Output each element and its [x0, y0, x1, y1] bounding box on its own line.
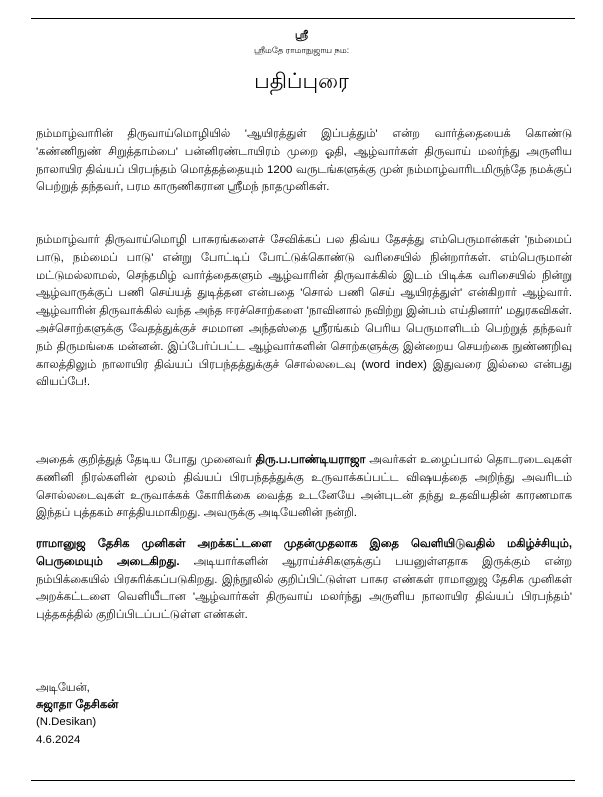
top-rule [31, 18, 575, 19]
header-sri: ஸ்ரீ [294, 30, 308, 41]
paragraph-4 [36, 536, 572, 625]
paragraph-1-text: நம்மாழ்வாரின் திருவாய்மொழியில் 'ஆயிரத்துள் இப்பத்தும்' என்ற வார்த்தையைக் கொண்டு 'கண்ணிநுண் சிறுத்தாம்பை' பன்னிரண்டாயிரம் முறை ஓதி, ஆழ்வார்கள் திருவாய் மலர்ந்து அருளிய நாலாயிர திவ்யப் பிரபந்தம் மொத்தத்தையும் 1200 வருடங்களுக்கு முன் நம்மாழ்வாரிடமிருந்தே நமக்குப் பெற்றுத் தந்தவர், பரம காருணிகரான ஸ்ரீமந் நாதமுனிகள். [36, 128, 572, 194]
paragraph-3-lead: அதைக் குறித்துத் தேடிய போது முனைவர் [36, 454, 256, 466]
paragraph-3-text [36, 452, 572, 523]
paragraph-1 [36, 126, 572, 197]
paragraph-3-rest: அவர்கள் உழைப்பால் தொடரடைவுகள் கணினி நிரல்களின் மூலம் திவ்யப் பிரபந்தத்துக்கு உருவாக்கப்பட்ட விஷயத்தை அறிந்து அவரிடம் சொல்லடைவுகள் உருவாக்கக் கோரிக்கை வைத்த உடனேயே அன்புடன் தந்து உதவியதின் காரணமாக இந்தப் புத்தகம் சாத்தியமாகிறது. அவருக்கு அடியேனின் நன்றி. [36, 454, 572, 520]
paragraph-2 [36, 232, 572, 392]
header-invocation: ஸ்ரீமதே ராமாநுஜாய நம: [253, 45, 350, 55]
signature-block [36, 680, 118, 749]
signature-date: 4.6.2024 [36, 733, 81, 746]
paragraph-2-text: நம்மாழ்வார் திருவாய்மொழி பாசுரங்களைச் சேவிக்கப் பல திவ்ய தேசத்து எம்பெருமான்கள் 'நம்மைப் பாடு, நம்மைப் பாடு' என்று போட்டிப் போட்டுக்கொண்டு வரிசையில் நின்றார்கள். எம்பெருமான் மட்டுமல்லாமல், செந்தமிழ் வார்த்தைகளும் ஆழ்வாரின் திருவாக்கில் இடம் பிடிக்க வரிசையில் நின்று ஆழ்வாருக்குப் பணி செய்யத் துடித்தன என்பதை 'சொல் பணி செய் ஆயிரத்துள்' என்கிறார் ஆழ்வார். ஆழ்வாரின் திருவாக்கில் வந்த அந்த ஈரச்சொற்களை 'நாவினால் நவிற்று இன்பம் எய்தினார்' மதுரகவிகள். அச்சொற்களுக்கு வேதத்துக்குச் சமமான அந்தஸ்தை ஸ்ரீரங்கம் பெரிய பெருமாளிடம் பெற்றுத் தந்தவர் நம் திருமங்கை மன்னன். இப்பேர்ப்பட்ட ஆழ்வார்களின் சொற்களுக்கு இன்றைய செயற்கை நுண்ணறிவு காலத்திலும் நாலாயிர திவ்யப் பிரபந்தத்துக்குச் சொல்லடைவு (word index) இதுவரை இல்லை என்பது வியப்பே!. [36, 234, 572, 389]
paragraph-4-rest: அடியார்களின் ஆராய்ச்சிகளுக்குப் பயனுள்ளதாக இருக்கும் என்ற நம்பிக்கையில் பிரசுரிக்கப்படுகிறது. இந்நூலில் குறிப்பிட்டுள்ள பாசுர எண்கள் ராமானுஜ தேசிக முனிகள் அறக்கட்டளை வெளியீடான 'ஆழ்வார்கள் திருவாய் மலர்ந்து அருளிய நாலாயிர திவ்யப் பிரபந்தம்' புத்தகத்தில் குறிப்பிடப்பட்டுள்ள எண்கள். [36, 555, 572, 622]
paragraph-4-text [36, 536, 572, 625]
signature-name: சுஜாதா தேசிகன் [36, 699, 119, 712]
signature-salutation: அடியேன், [36, 682, 90, 694]
signature-name-english: (N.Desikan) [36, 716, 97, 729]
trust-statement: ராமானுஜ தேசிக முனிகள் அறக்கட்டளை முதன்முதலாக இதை வெளியிடுவதில் மகிழ்ச்சியும், பெருமையும் அடைகிறது. [36, 538, 572, 568]
scholar-name: திரு.ப.பாண்டியராஜா [255, 454, 366, 466]
bottom-rule [31, 780, 575, 781]
paragraph-3 [36, 452, 572, 523]
page-title: பதிப்புரை [254, 70, 349, 93]
